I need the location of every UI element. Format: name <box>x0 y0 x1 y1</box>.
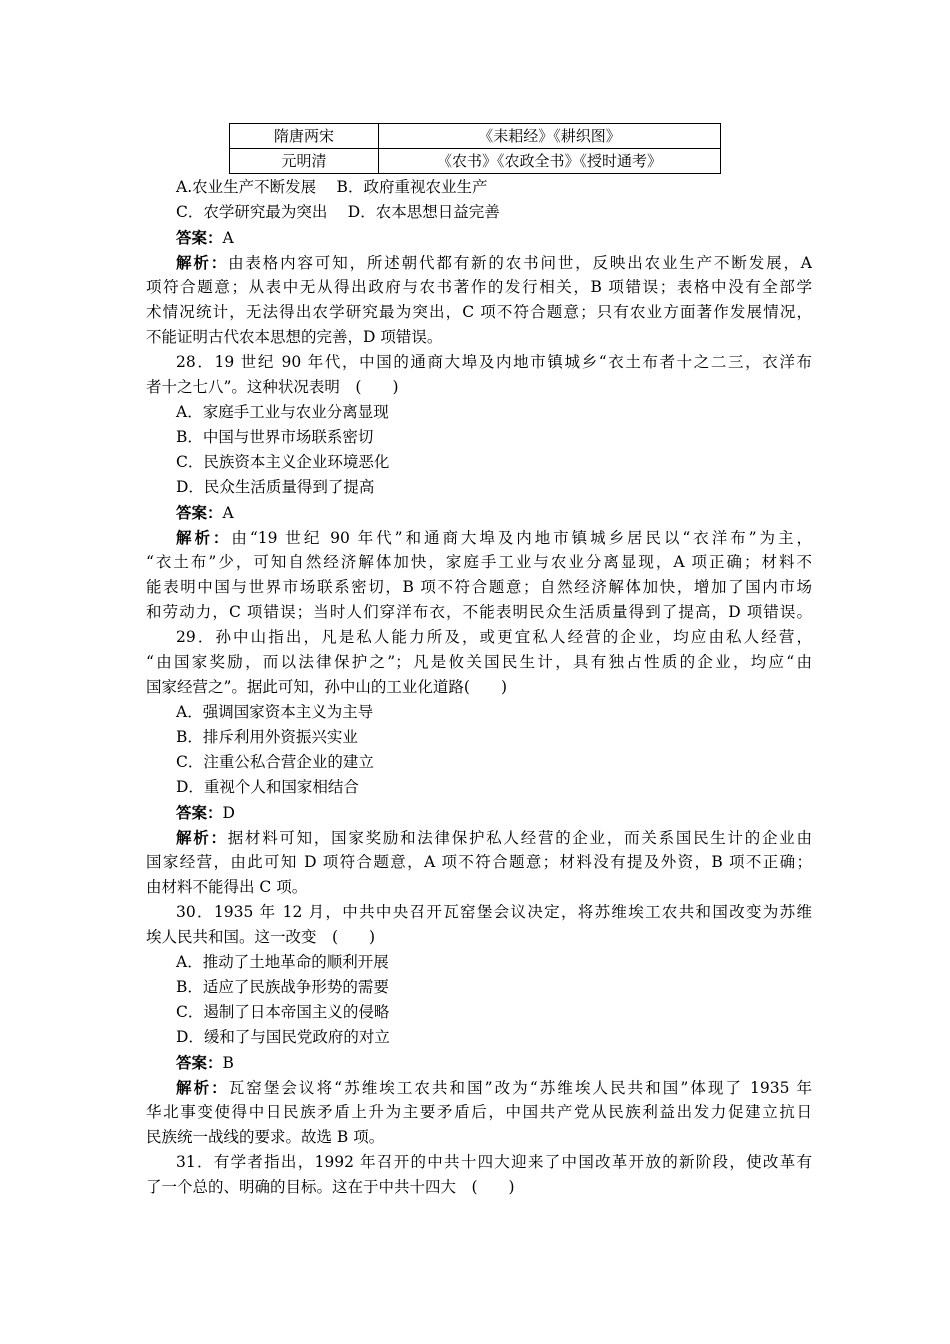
q29-analysis-line-2: 国家经营，由此可知 D 项符合题意，A 项不符合题意；材料没有提及外资，B 项不正确； <box>146 853 812 871</box>
answer-value: B <box>222 1054 234 1072</box>
q30-option-d: D．缓和了与国民党政府的对立 <box>176 1028 390 1046</box>
q29-analysis-line-1 <box>176 825 812 851</box>
q31-stem-line-1: 31．有学者指出，1992 年召开的中共十四大迎来了中国改革开放的新阶段，使改革有 <box>176 1153 812 1171</box>
q30-analysis-line-1 <box>176 1075 812 1101</box>
q28-option-d: D．民众生活质量得到了提高 <box>176 478 375 496</box>
answer-label: 答案： <box>176 1053 223 1072</box>
q28-stem-line-2: 者十之七八”。这种状况表明 ( ) <box>146 378 399 396</box>
q29-stem-line-2: “由国家奖励，而以法律保护之”；凡是攸关国民生计，具有独占性质的企业，均应“由 <box>146 653 812 671</box>
q29-stem-line-3: 国家经营之”。据此可知，孙中山的工业化道路( ) <box>146 678 508 696</box>
analysis-label: 解析： <box>176 253 229 272</box>
q28-stem-line-1: 28．19 世纪 90 年代，中国的通商大埠及内地市镇城乡“衣土布者十之二三，衣洋布 <box>176 353 812 371</box>
q27-analysis-line-2: 项符合题意；从表中无从得出政府与农书著作的发行相关，B 项错误；表格中没有全部学 <box>146 278 812 296</box>
q30-stem-line-1: 30．1935 年 12 月，中共中央召开瓦窑堡会议决定，将苏维埃工农共和国改变为苏维 <box>176 903 812 921</box>
q30-option-c: C．遏制了日本帝国主义的侵略 <box>176 1003 390 1021</box>
q29-answer <box>176 800 235 826</box>
q28-analysis-line-4: 和劳动力，C 项错误；当时人们穿洋布衣，不能表明民众生活质量得到了提高，D 项错误。 <box>146 603 812 621</box>
q30-analysis-line-2: 华北事变使得中日民族矛盾上升为主要矛盾后，中国共产党从民族利益出发力促建立抗日 <box>146 1103 812 1121</box>
answer-value: A <box>222 504 234 522</box>
analysis-label: 解析： <box>176 828 228 847</box>
q29-option-a: A．强调国家资本主义为主导 <box>176 703 374 721</box>
table-row <box>230 124 721 149</box>
table-cell-period: 元明清 <box>230 149 379 174</box>
analysis-text: 由“19 世纪 90 年代”和通商大埠及内地市镇城乡居民以“衣洋布”为主， <box>231 529 812 547</box>
q29-analysis-line-3: 由材料不能得出 C 项。 <box>146 878 308 896</box>
q27-answer <box>176 225 234 251</box>
q28-analysis-line-3: 能表明中国与世界市场联系密切，B 项不符合题意；自然经济解体加快，增加了国内市场 <box>146 578 812 596</box>
q29-stem-line-1: 29．孙中山指出，凡是私人能力所及，或更宜私人经营的企业，均应由私人经营， <box>176 628 812 646</box>
table-row <box>230 149 721 174</box>
q30-stem-line-2: 埃人民共和国。这一改变 ( ) <box>146 928 376 946</box>
q27-options-line-2: C．农学研究最为突出 D．农本思想日益完善 <box>176 203 500 221</box>
answer-label: 答案： <box>176 803 223 822</box>
analysis-text: 由表格内容可知，所述朝代都有新的农书问世，反映出农业生产不断发展，A <box>228 254 812 272</box>
analysis-label: 解析： <box>176 1078 229 1097</box>
q30-analysis-line-3: 民族统一战线的要求。故选 B 项。 <box>146 1128 385 1146</box>
q30-option-a: A．推动了土地革命的顺利开展 <box>176 953 389 971</box>
q27-analysis-line-3: 术情况统计，无法得出农学研究最为突出，C 项不符合题意；只有农业方面著作发展情况， <box>146 303 812 321</box>
q28-option-a: A．家庭手工业与农业分离显现 <box>176 403 389 421</box>
agricultural-books-table <box>229 123 721 174</box>
table-cell-books: 《耒耜经》《耕织图》 <box>379 124 721 149</box>
analysis-text: 据材料可知，国家奖励和法律保护私人经营的企业，而关系国民生计的企业由 <box>227 829 812 847</box>
q27-analysis-line-1 <box>176 250 812 276</box>
answer-label: 答案： <box>176 503 223 522</box>
q28-option-b: B．中国与世界市场联系密切 <box>176 428 374 446</box>
answer-label: 答案： <box>176 228 223 247</box>
q28-option-c: C．民族资本主义企业环境恶化 <box>176 453 390 471</box>
q29-option-c: C．注重公私合营企业的建立 <box>176 753 374 771</box>
answer-value: D <box>222 804 235 822</box>
q30-answer <box>176 1050 234 1076</box>
q28-analysis-line-2: “衣土布”少，可知自然经济解体加快，家庭手工业与农业分离显现，A 项正确；材料不 <box>146 553 812 571</box>
q27-analysis-line-4: 不能证明古代农本思想的完善，D 项错误。 <box>146 328 443 346</box>
table-cell-period: 隋唐两宋 <box>230 124 379 149</box>
q29-option-b: B．排斥利用外资振兴实业 <box>176 728 358 746</box>
analysis-text: 瓦窑堡会议将“苏维埃工农共和国”改为“苏维埃人民共和国”体现了 1935 年 <box>228 1079 812 1097</box>
analysis-label: 解析： <box>176 528 232 547</box>
q31-stem-line-2: 了一个总的、明确的目标。这在于中共十四大 ( ) <box>146 1178 515 1196</box>
answer-value: A <box>222 229 234 247</box>
q30-option-b: B．适应了民族战争形势的需要 <box>176 978 389 996</box>
q27-options-line-1: A.农业生产不断发展 B．政府重视农业生产 <box>176 178 488 196</box>
q28-answer <box>176 500 234 526</box>
q29-option-d: D．重视个人和国家相结合 <box>176 778 359 796</box>
q28-analysis-line-1 <box>176 525 812 551</box>
table-cell-books: 《农书》《农政全书》《授时通考》 <box>379 149 721 174</box>
